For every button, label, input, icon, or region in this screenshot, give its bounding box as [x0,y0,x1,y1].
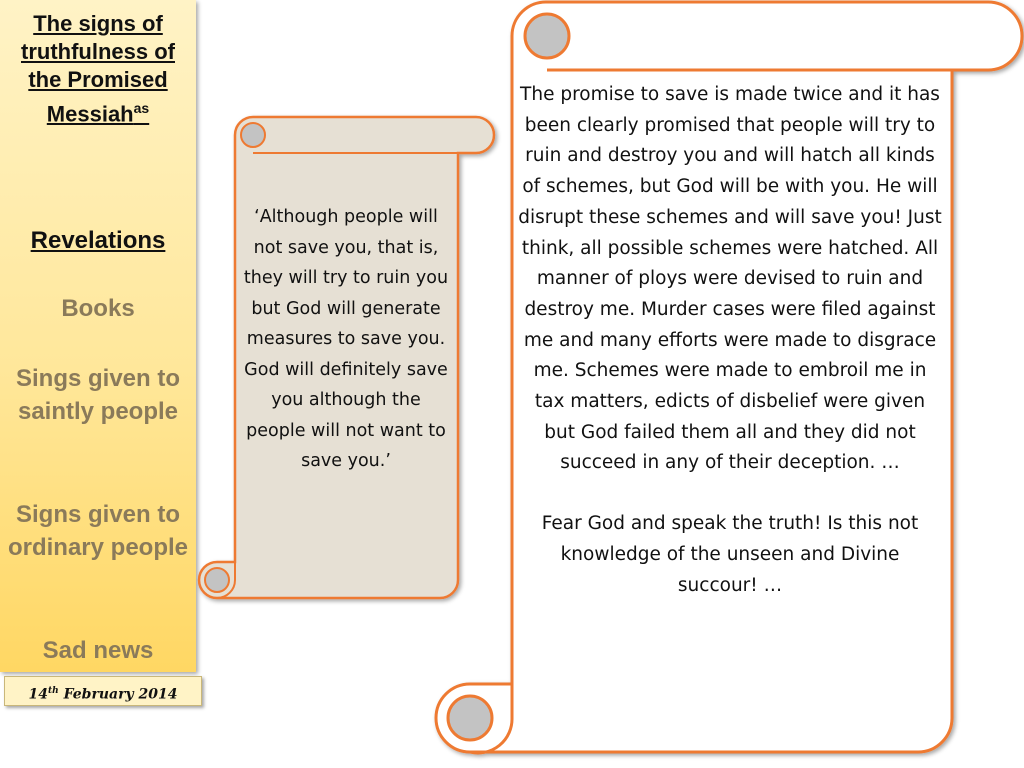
sidebar-item-books[interactable]: Books [61,295,135,322]
sidebar-item-revelations[interactable]: Revelations [30,227,166,254]
small-scroll-quote: ‘Although people will not save you, that is, they will try to ruin you but God will generate measures to save you. God will definitely save you although the people will not want to save you.’ [243,207,449,471]
date-day: 14 [28,686,49,703]
large-scroll-paragraph-1: The promise to save is made twice and it has been clearly promised that people will try to ruin and destroy you and will hatch all kinds of schemes, but God will be with you. He will disrupt these schemes and will save you! Just think, all possible schemes were hatched. All manner of ploys were devised to ruin and destroy me. Murder cases were filed against me and many efforts were made to disgrace me. Schemes were made to embroil me in tax matters, edicts of disbelief were given but God failed them all and they did not succeed in any of their deception. … [518,84,942,474]
large-scroll-body [518,80,942,601]
date-rest: February 2014 [63,686,178,703]
sidebar-item-ordinary-signs[interactable]: Signs given to ordinary people [7,501,189,561]
sidebar-title-sup: as [133,100,150,116]
sidebar-title-text: The signs of truthfulness of the Promised Messiah [21,11,175,127]
date-suffix: th [48,686,59,696]
large-scroll-paragraph-2: Fear God and speak the truth! Is this not knowledge of the unseen and Divine succour! … [541,513,919,596]
sidebar-item-sad-news[interactable]: Sad news [42,637,154,664]
sidebar-item-saintly-signs[interactable]: Sings given to saintly people [15,365,180,425]
